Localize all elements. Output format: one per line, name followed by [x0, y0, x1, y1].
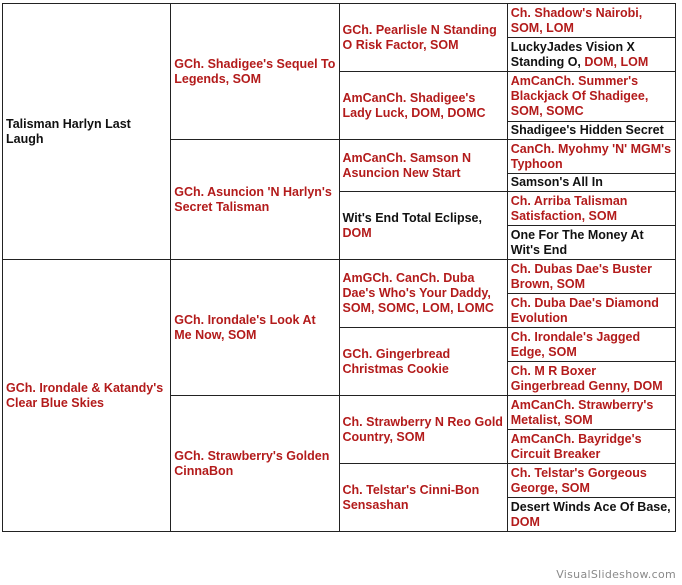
ggg-parent-1-name: Ch. Shadow's Nairobi, SOM, LOM [510, 5, 643, 35]
great-grandparent-3-cell [339, 140, 507, 192]
parent-1-name: Talisman Harlyn Last Laugh [6, 116, 131, 146]
grandparent-2-cell [171, 140, 339, 260]
grandparent-4-name: GCh. Strawberry's Golden CinnaBon [174, 448, 330, 478]
great-grandparent-7-name: Ch. Strawberry N Reo Gold Country, SOM [342, 414, 503, 444]
ggg-parent-15-cell [507, 464, 675, 498]
ggg-parent-10-cell [507, 294, 675, 328]
ggg-parent-6-name: Samson's All In [510, 175, 603, 189]
ggg-parent-11-name: Ch. Irondale's Jagged Edge, SOM [510, 329, 641, 359]
grandparent-1-cell [171, 4, 339, 140]
ggg-parent-5-name: CanCh. Myohmy 'N' MGM's Typhoon [510, 141, 672, 171]
great-grandparent-1-name: GCh. Pearlisle N Standing O Risk Factor, SOM [342, 22, 497, 52]
great-grandparent-2-cell [339, 72, 507, 140]
ggg-parent-14-cell [507, 430, 675, 464]
parent-2-cell [3, 260, 171, 532]
ggg-parent-14-name: AmCanCh. Bayridge's Circuit Breaker [510, 431, 642, 461]
ggg-parent-8-name: One For The Money At Wit's End [510, 227, 644, 257]
great-grandparent-5-name: AmGCh. CanCh. Duba Dae's Who's Your Daddy, SOM, SOMC, LOM, LOMC [342, 271, 494, 315]
great-grandparent-6-name: GCh. Gingerbread Christmas Cookie [342, 346, 451, 376]
ggg-parent-4-name: Shadigee's Hidden Secret [510, 123, 664, 137]
ggg-parent-10-name: Ch. Duba Dae's Diamond Evolution [510, 295, 659, 325]
ggg-parent-3-name: AmCanCh. Summer's Blackjack Of Shadigee, SOM, SOMC [510, 74, 649, 118]
grandparent-1-name: GCh. Shadigee's Sequel To Legends, SOM [174, 56, 336, 86]
ggg-parent-2-name: LuckyJades Vision X Standing O, [510, 39, 635, 69]
ggg-parent-5-cell [507, 140, 675, 174]
pedigree-table [2, 3, 676, 532]
great-grandparent-8-name: Ch. Telstar's Cinni-Bon Sensashan [342, 482, 480, 512]
ggg-parent-16-name: Desert Winds Ace Of Base, [510, 499, 671, 514]
ggg-parent-13-name: AmCanCh. Strawberry's Metalist, SOM [510, 397, 654, 427]
ggg-parent-6-cell [507, 174, 675, 192]
ggg-parent-1-cell [507, 4, 675, 38]
ggg-parent-12-cell [507, 362, 675, 396]
great-grandparent-8-cell [339, 464, 507, 532]
ggg-parent-9-cell [507, 260, 675, 294]
watermark: VisualSlideshow.com [556, 568, 676, 581]
ggg-parent-9-name: Ch. Dubas Dae's Buster Brown, SOM [510, 261, 652, 291]
parent-2-name: GCh. Irondale & Katandy's Clear Blue Skies [6, 380, 164, 410]
grandparent-3-cell [171, 260, 339, 396]
ggg-parent-15-name: Ch. Telstar's Gorgeous George, SOM [510, 465, 647, 495]
great-grandparent-7-cell [339, 396, 507, 464]
great-grandparent-4-titles: DOM [342, 225, 372, 240]
ggg-parent-3-cell [507, 72, 675, 122]
parent-1-cell [3, 4, 171, 260]
ggg-parent-16-cell [507, 498, 675, 532]
great-grandparent-1-cell [339, 4, 507, 72]
ggg-parent-16-titles: DOM [510, 514, 540, 529]
ggg-parent-7-cell [507, 192, 675, 226]
great-grandparent-4-name: Wit's End Total Eclipse, [342, 210, 482, 225]
ggg-parent-13-cell [507, 396, 675, 430]
ggg-parent-7-name: Ch. Arriba Talisman Satisfaction, SOM [510, 193, 628, 223]
great-grandparent-5-cell [339, 260, 507, 328]
ggg-parent-2-cell [507, 38, 675, 72]
ggg-parent-4-cell [507, 122, 675, 140]
ggg-parent-12-name: Ch. M R Boxer Gingerbread Genny, DOM [510, 363, 663, 393]
great-grandparent-2-name: AmCanCh. Shadigee's Lady Luck, DOM, DOMC [342, 90, 486, 120]
grandparent-4-cell [171, 396, 339, 532]
great-grandparent-4-cell [339, 192, 507, 260]
ggg-parent-8-cell [507, 226, 675, 260]
great-grandparent-3-name: AmCanCh. Samson N Asuncion New Start [342, 150, 471, 180]
great-grandparent-6-cell [339, 328, 507, 396]
grandparent-3-name: GCh. Irondale's Look At Me Now, SOM [174, 312, 316, 342]
ggg-parent-2-titles: DOM, LOM [584, 54, 649, 69]
grandparent-2-name: GCh. Asuncion 'N Harlyn's Secret Talisman [174, 184, 332, 214]
ggg-parent-11-cell [507, 328, 675, 362]
